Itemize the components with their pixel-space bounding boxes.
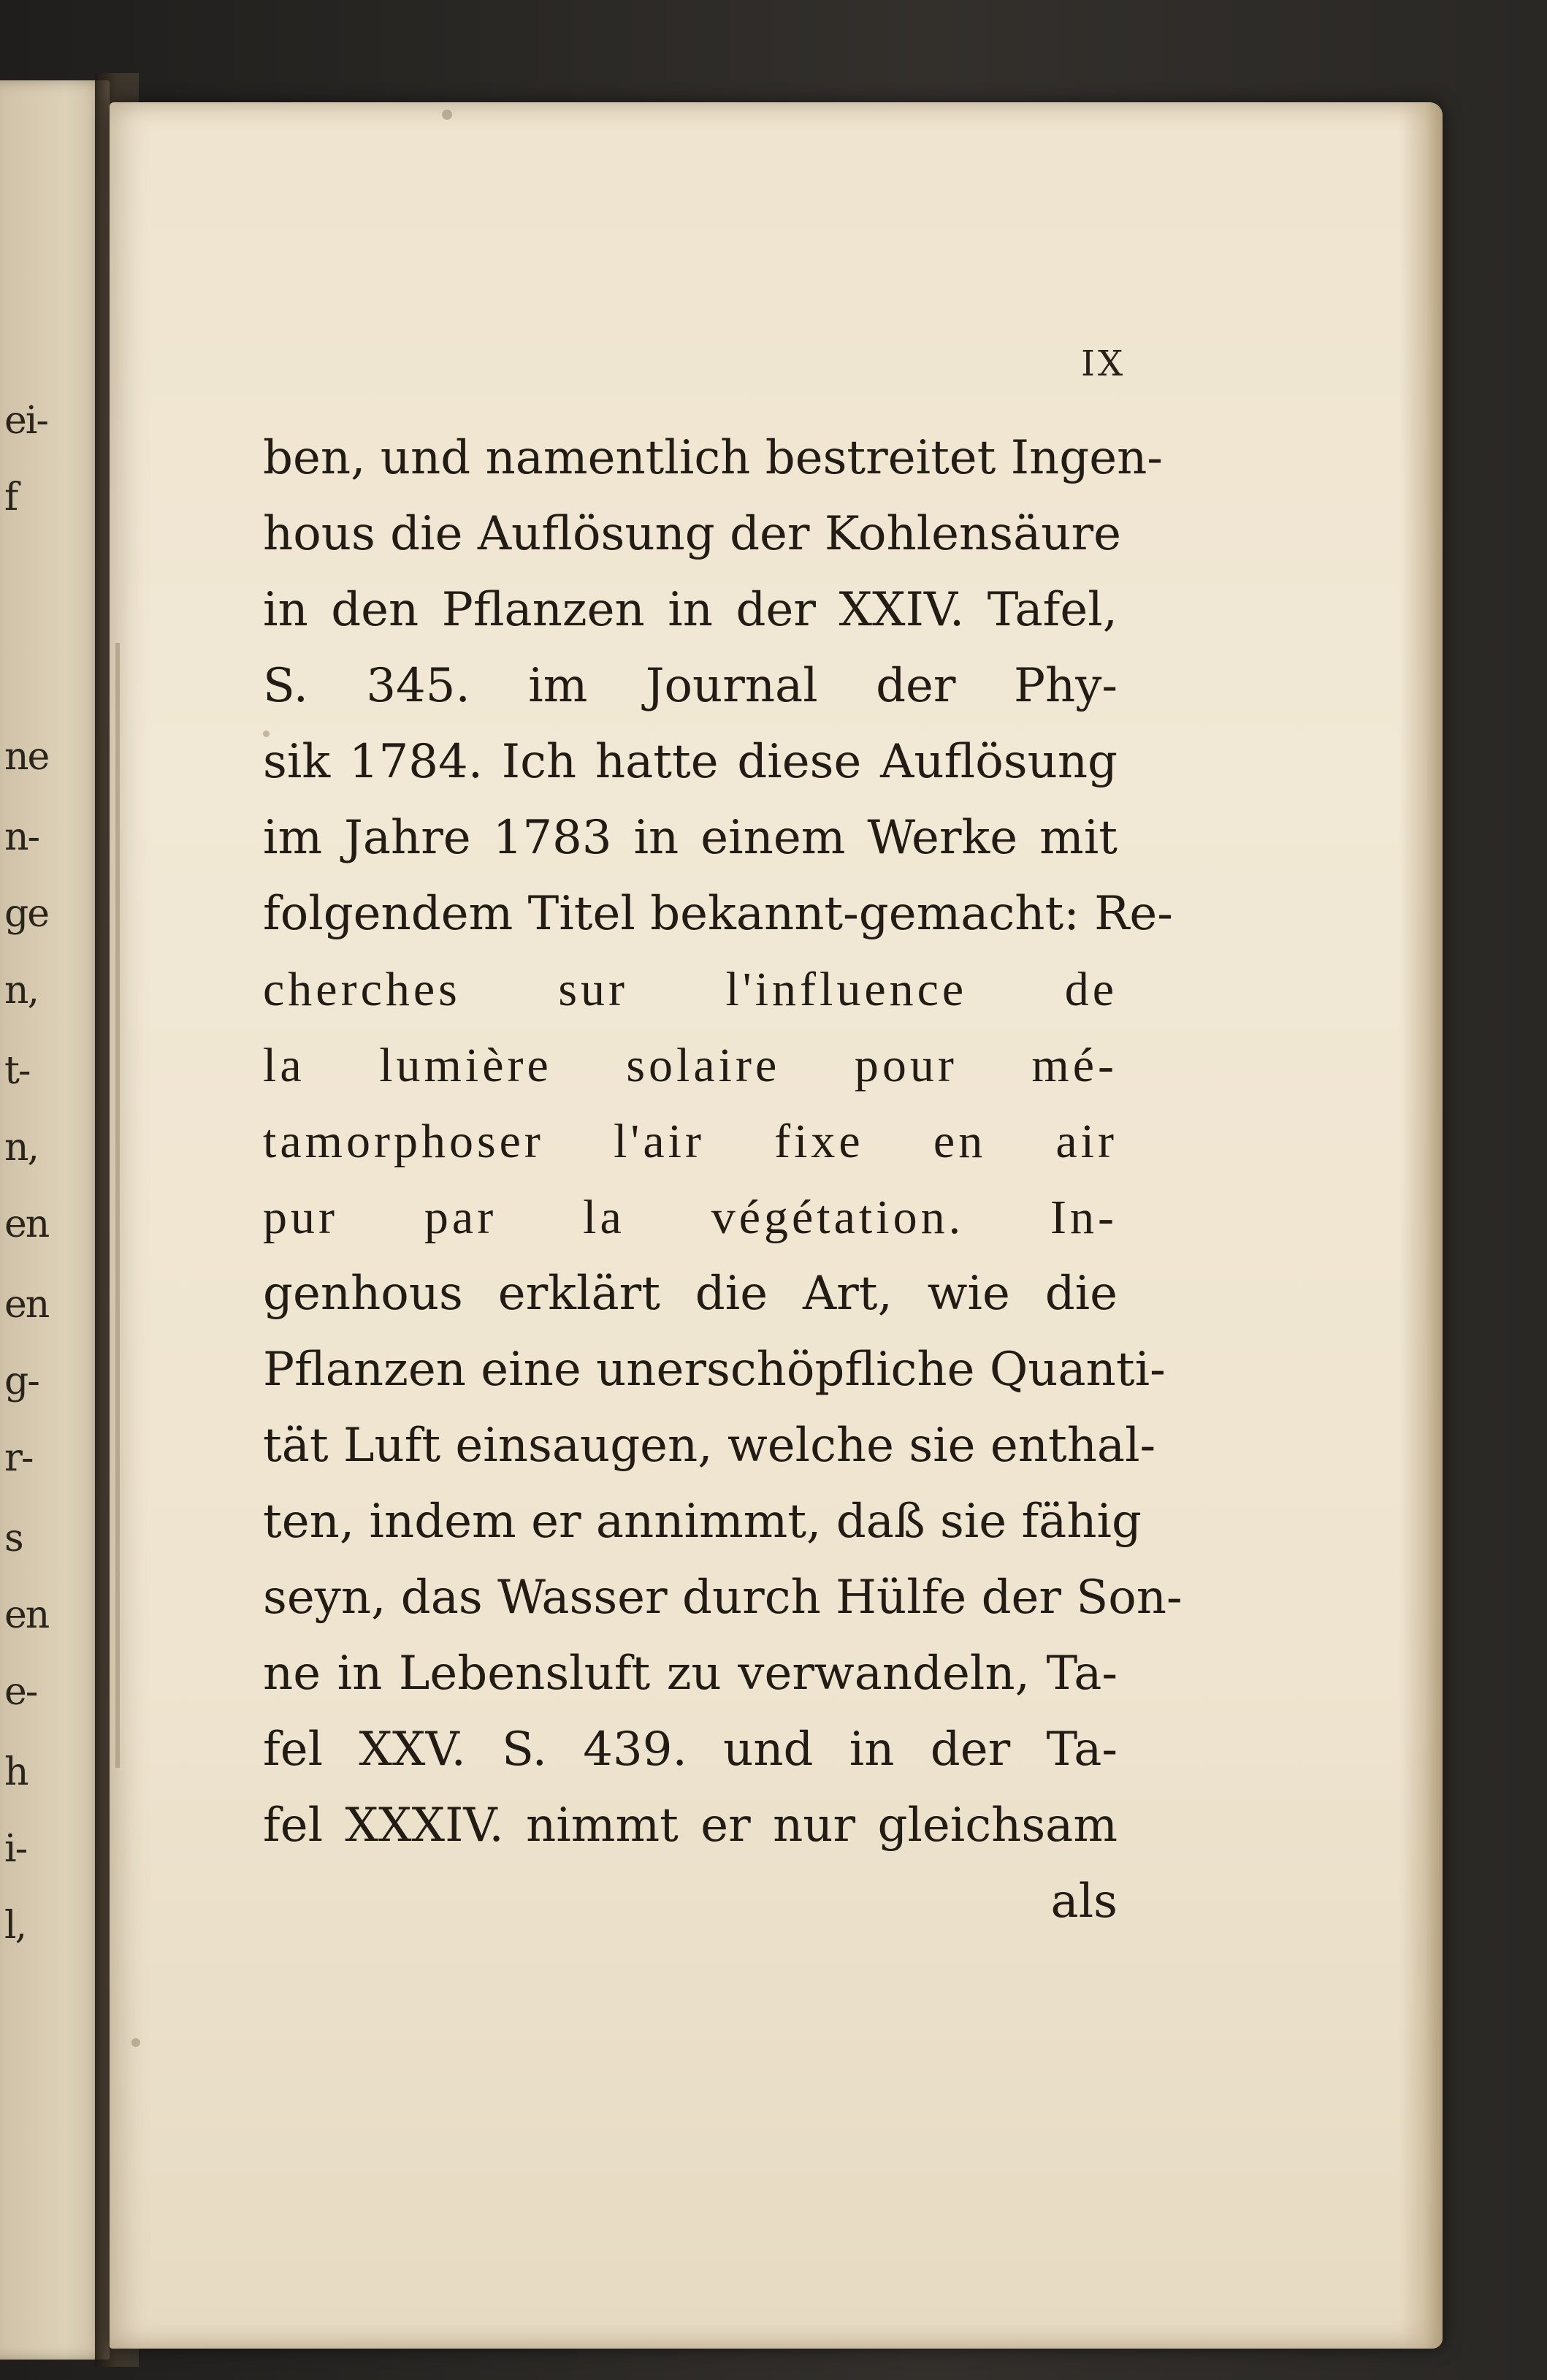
- left-page-fragment: n,: [4, 1126, 39, 1170]
- text-line: ben, und namentlich bestreitet Ingen-: [263, 431, 1163, 485]
- text-line: seyn, das Wasser durch Hülfe der Son-: [263, 1571, 1183, 1625]
- text-line-latin: tamorphoser l'air fixe en air: [263, 1115, 1118, 1168]
- left-page-fragment: r-: [4, 1436, 33, 1480]
- text-line: S. 345. im Journal der Phy-: [263, 659, 1118, 713]
- text-line-latin: pur par la végétation. In-: [263, 1191, 1118, 1244]
- left-page-fragment: ge: [4, 892, 49, 936]
- text-line: sik 1784. Ich hatte diese Auflösung: [263, 735, 1118, 789]
- left-page-fragment: en: [4, 1283, 49, 1327]
- left-page-fragment: i-: [4, 1827, 27, 1871]
- left-page-fragment: t-: [4, 1049, 30, 1093]
- text-line: im Jahre 1783 in einem Werke mit: [263, 811, 1118, 865]
- text-line-latin: la lumière solaire pour mé-: [263, 1039, 1118, 1092]
- left-page-fragment: ne: [4, 735, 49, 779]
- left-page-fragment: e-: [4, 1670, 37, 1714]
- left-page-fragment: n,: [4, 969, 39, 1012]
- text-line: ten, indem er annimmt, daß sie fähig: [263, 1495, 1142, 1549]
- page-crease: [115, 643, 120, 1768]
- text-line: tät Luft einsaugen, welche sie enthal-: [263, 1419, 1156, 1473]
- body-text: [263, 420, 1183, 1940]
- left-page-fragment: l,: [4, 1904, 26, 1948]
- left-page-fragment: en: [4, 1202, 49, 1246]
- right-page: [110, 102, 1443, 2349]
- page-number: IX: [1081, 343, 1126, 384]
- text-line: hous die Auflösung der Kohlensäure: [263, 507, 1121, 561]
- text-line: folgendem Titel bekannt-gemacht: Re-: [263, 887, 1173, 941]
- left-page-fragment: en: [4, 1593, 49, 1637]
- paper-spot: [442, 110, 452, 120]
- text-line: fel XXV. S. 439. und in der Ta-: [263, 1723, 1118, 1777]
- left-page-fragment: s: [4, 1517, 23, 1560]
- text-line-latin: cherches sur l'influence de: [263, 963, 1118, 1016]
- left-page: [0, 80, 110, 2360]
- text-line: genhous erklärt die Art, wie die: [263, 1267, 1118, 1321]
- paper-spot: [131, 2038, 140, 2047]
- text-line: fel XXXIV. nimmt er nur gleichsam: [263, 1799, 1118, 1853]
- text-line: ne in Lebensluft zu verwandeln, Ta-: [263, 1647, 1118, 1701]
- catchword: als: [1050, 1874, 1118, 1929]
- left-page-fragment: ei-: [4, 399, 47, 443]
- text-line: Pflanzen eine unerschöpfliche Quanti-: [263, 1343, 1166, 1397]
- left-page-fragment: g-: [4, 1359, 39, 1403]
- page-edge: [1399, 102, 1443, 2349]
- left-page-fragment: h: [4, 1750, 28, 1794]
- left-page-fragment: n-: [4, 815, 39, 859]
- text-line: in den Pflanzen in der XXIV. Tafel,: [263, 583, 1118, 637]
- left-page-fragment: f: [4, 476, 18, 519]
